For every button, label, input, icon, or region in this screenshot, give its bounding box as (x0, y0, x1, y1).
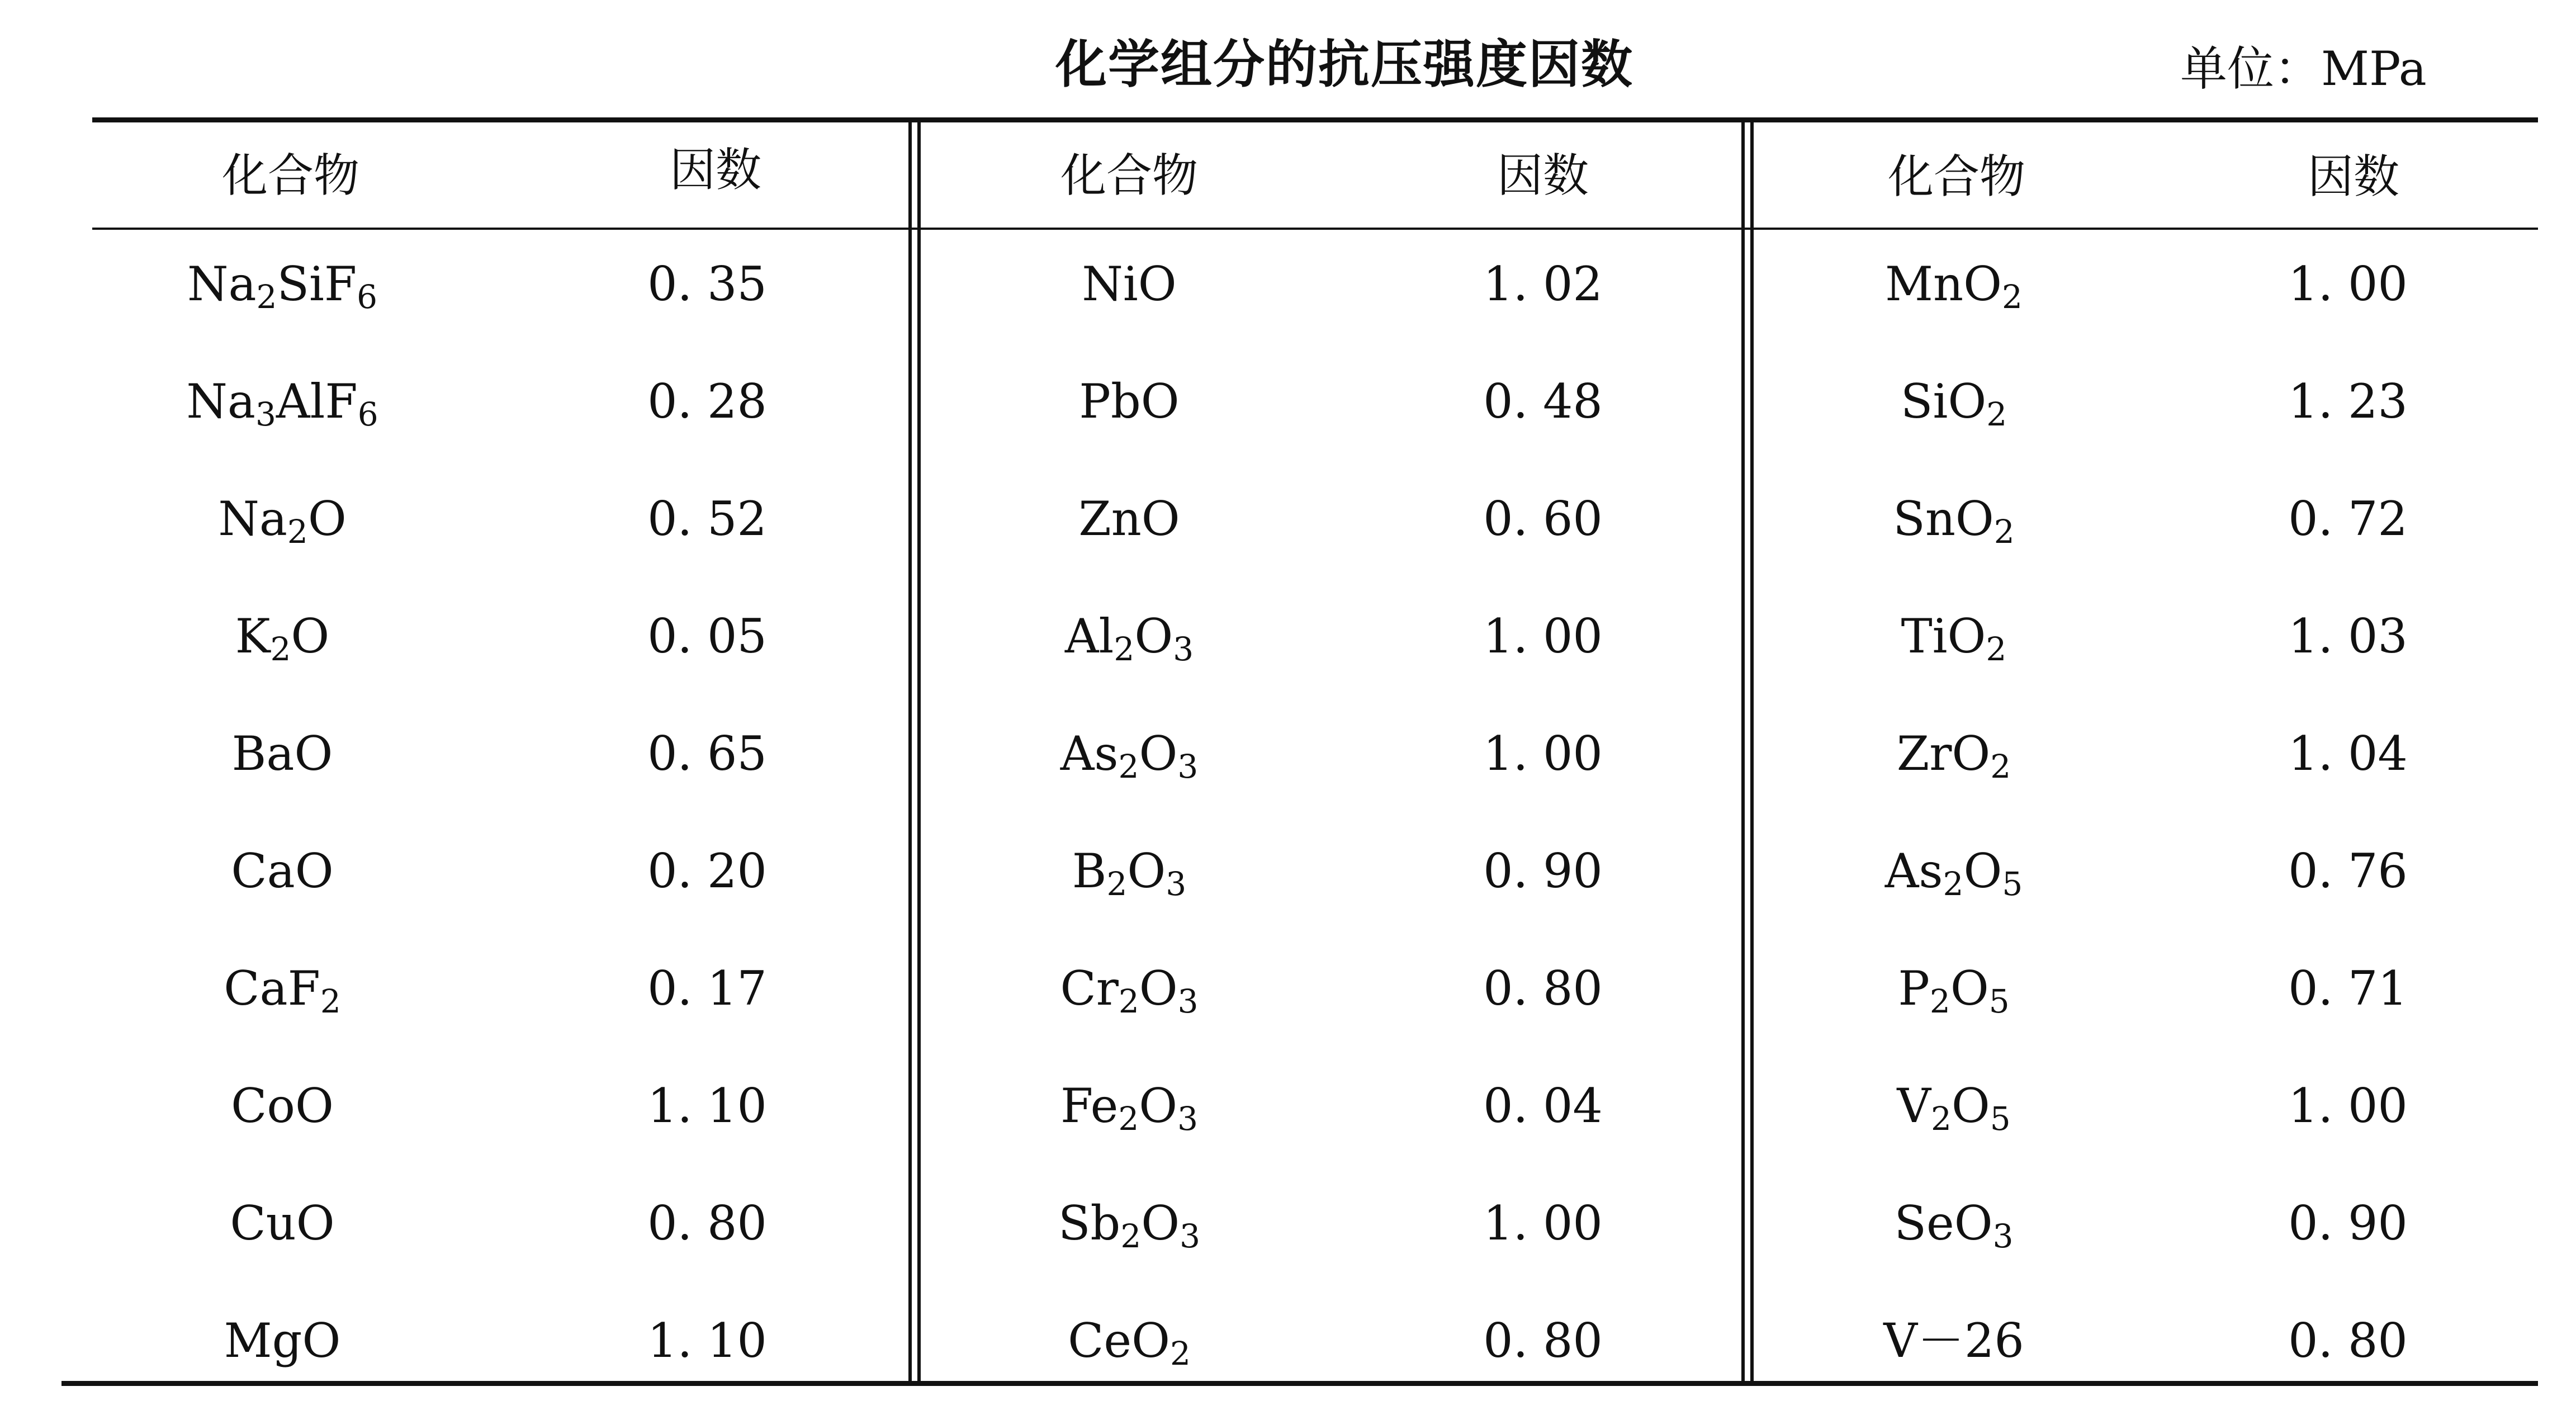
formula-text: O (1950, 961, 1989, 1016)
compound-cell (973, 723, 1286, 784)
formula-text: Na (187, 257, 257, 311)
formula-text: CeO (1068, 1313, 1170, 1368)
formula-text: V (1897, 1078, 1931, 1133)
factor-cell: 1. 04 (2288, 726, 2408, 781)
compound-cell (1797, 1075, 2110, 1137)
formula-subscript: 2 (1114, 630, 1135, 668)
factor-cell: 0. 05 (647, 609, 767, 664)
formula-text: SeO (1894, 1196, 1993, 1251)
formula-text: O (1127, 844, 1166, 898)
formula-text: CaO (231, 844, 334, 898)
factor-cell: 0. 48 (1483, 374, 1603, 429)
factor-cell: 0. 17 (647, 961, 767, 1016)
formula-text: O (307, 491, 347, 546)
formula-subscript: 2 (287, 513, 308, 551)
formula-subscript: 6 (357, 278, 378, 316)
compound-cell (126, 1075, 439, 1137)
compound-cell (973, 1310, 1286, 1371)
factor-cell: 1. 00 (1483, 609, 1603, 664)
formula-subscript: 2 (1118, 1100, 1139, 1138)
compound-cell (973, 958, 1286, 1019)
formula-subscript: 2 (1990, 747, 2011, 786)
compound-cell (973, 371, 1286, 432)
formula-text: O (1139, 1078, 1178, 1133)
formula-subscript: 2 (1120, 1217, 1142, 1255)
formula-subscript: 5 (1990, 1100, 2011, 1138)
factor-cell: 0. 28 (647, 374, 767, 429)
formula-text: Fe (1060, 1078, 1119, 1133)
formula-text: O (1141, 1196, 1180, 1251)
formula-text: Na (218, 491, 287, 546)
factor-cell: 1. 00 (1483, 726, 1603, 781)
compound-cell (1797, 605, 2110, 667)
compound-cell (973, 488, 1286, 550)
factor-cell: 0. 60 (1483, 491, 1603, 546)
compound-cell (1797, 723, 2110, 784)
formula-text: Na (186, 374, 255, 429)
compound-cell (126, 958, 439, 1019)
formula-text: O (291, 609, 330, 664)
factor-cell: 0. 80 (1483, 1313, 1603, 1368)
factor-cell: 0. 35 (647, 257, 767, 311)
formula-text: TiO (1901, 609, 1986, 664)
formula-subscript: 3 (1177, 982, 1199, 1020)
header-factor-1: 因数 (669, 144, 761, 197)
formula-text: MnO (1885, 257, 2002, 311)
header-rule (92, 228, 2538, 230)
compound-cell (1797, 840, 2110, 902)
header-factor-2: 因数 (1497, 149, 1589, 202)
formula-subscript: 3 (1166, 865, 1187, 903)
factor-cell: 1. 03 (2288, 609, 2408, 664)
factor-cell: 0. 90 (2288, 1196, 2408, 1251)
factor-cell: 1. 10 (647, 1078, 767, 1133)
compound-cell (973, 1075, 1286, 1137)
formula-subscript: 2 (256, 278, 277, 316)
factor-cell: 1. 23 (2288, 374, 2408, 429)
formula-text: BaO (231, 726, 333, 781)
formula-text: O (1134, 609, 1173, 664)
formula-text: B (1072, 844, 1107, 898)
factor-cell: 1. 00 (2288, 1078, 2408, 1133)
formula-text: Cr (1060, 961, 1119, 1016)
compound-cell (126, 488, 439, 550)
header-compound-1: 化合物 (221, 149, 359, 202)
formula-text: V－26 (1883, 1313, 2024, 1368)
formula-subscript: 3 (1992, 1217, 2014, 1255)
formula-subscript: 3 (1177, 747, 1199, 786)
compound-cell (973, 1193, 1286, 1254)
compound-cell (126, 840, 439, 902)
factor-cell: 0. 65 (647, 726, 767, 781)
formula-subscript: 2 (2002, 278, 2023, 316)
formula-subscript: 5 (1988, 982, 2010, 1020)
header-compound-3: 化合物 (1887, 150, 2025, 204)
formula-subscript: 3 (1173, 630, 1194, 668)
formula-text: O (1963, 844, 2002, 898)
compound-cell (126, 371, 439, 432)
compound-cell (1797, 958, 2110, 1019)
compound-cell (1797, 488, 2110, 550)
compound-cell (126, 723, 439, 784)
formula-text: MgO (224, 1313, 341, 1368)
factor-cell: 0. 90 (1483, 844, 1603, 898)
formula-text: O (1139, 726, 1178, 781)
factor-cell: 1. 00 (1483, 1196, 1603, 1251)
formula-text: Al (1064, 609, 1114, 664)
formula-subscript: 2 (1106, 865, 1128, 903)
formula-subscript: 3 (1177, 1100, 1199, 1138)
formula-text: CoO (231, 1078, 334, 1133)
compound-cell (973, 840, 1286, 902)
formula-subscript: 2 (1118, 747, 1139, 786)
formula-text: O (1951, 1078, 1990, 1133)
formula-text: SiF (277, 257, 357, 311)
compound-cell (126, 1193, 439, 1254)
formula-text: SiO (1900, 374, 1987, 429)
column-divider-2b (1750, 117, 1754, 1381)
formula-text: CuO (230, 1196, 335, 1251)
formula-text: CaF (224, 961, 320, 1016)
formula-subscript: 2 (270, 630, 291, 668)
formula-subscript: 2 (1986, 630, 2007, 668)
compound-cell (126, 605, 439, 667)
compound-cell (1797, 253, 2110, 315)
header-factor-3: 因数 (2307, 150, 2399, 204)
compound-cell (126, 253, 439, 315)
compound-cell (1797, 1310, 2110, 1371)
formula-subscript: 3 (255, 395, 276, 433)
formula-subscript: 5 (2002, 865, 2023, 903)
formula-subscript: 2 (1986, 395, 2007, 433)
factor-cell: 0. 04 (1483, 1078, 1603, 1133)
factor-cell: 1. 00 (2288, 257, 2408, 311)
column-divider-2a (1741, 117, 1745, 1381)
factor-cell: 0. 80 (647, 1196, 767, 1251)
formula-text: NiO (1082, 257, 1177, 311)
compound-cell (126, 1310, 439, 1371)
factor-cell: 0. 71 (2288, 961, 2408, 1016)
factor-cell: 0. 76 (2288, 844, 2408, 898)
header-compound-2: 化合物 (1060, 149, 1198, 202)
formula-subscript: 2 (1930, 1100, 1952, 1138)
factor-cell: 1. 02 (1483, 257, 1603, 311)
formula-subscript: 2 (1943, 865, 1964, 903)
formula-text: ZnO (1078, 491, 1180, 546)
factor-cell: 1. 10 (647, 1313, 767, 1368)
formula-subscript: 3 (1180, 1217, 1200, 1255)
formula-subscript: 2 (320, 982, 341, 1020)
unit-label: 单位：MPa (2180, 41, 2427, 96)
formula-text: As (1884, 844, 1943, 898)
factor-cell: 0. 80 (2288, 1313, 2408, 1368)
formula-text: P (1898, 961, 1930, 1016)
formula-subscript: 2 (1169, 1335, 1191, 1373)
factor-cell: 0. 52 (647, 491, 767, 546)
compound-cell (1797, 1193, 2110, 1254)
formula-text: Sb (1058, 1196, 1121, 1251)
factor-cell: 0. 20 (647, 844, 767, 898)
column-divider-1b (917, 117, 921, 1381)
formula-text: SnO (1893, 491, 1994, 546)
formula-subscript: 2 (1118, 982, 1139, 1020)
table-title: 化学组分的抗压强度因数 (1055, 35, 1633, 94)
compound-cell (973, 253, 1286, 315)
compound-cell (1797, 371, 2110, 432)
column-divider-1a (908, 117, 912, 1381)
formula-text: ZrO (1896, 726, 1991, 781)
formula-subscript: 2 (1993, 513, 2015, 551)
formula-subscript: 2 (1929, 982, 1950, 1020)
factor-cell: 0. 72 (2288, 491, 2408, 546)
compound-cell (973, 605, 1286, 667)
factor-cell: 0. 80 (1483, 961, 1603, 1016)
formula-text: PbO (1079, 374, 1180, 429)
formula-text: K (235, 609, 271, 664)
formula-subscript: 6 (357, 395, 378, 433)
formula-text: O (1139, 961, 1178, 1016)
bottom-rule (61, 1381, 2538, 1386)
formula-text: As (1060, 726, 1119, 781)
top-rule (92, 117, 2538, 122)
formula-text: AlF (276, 374, 358, 429)
